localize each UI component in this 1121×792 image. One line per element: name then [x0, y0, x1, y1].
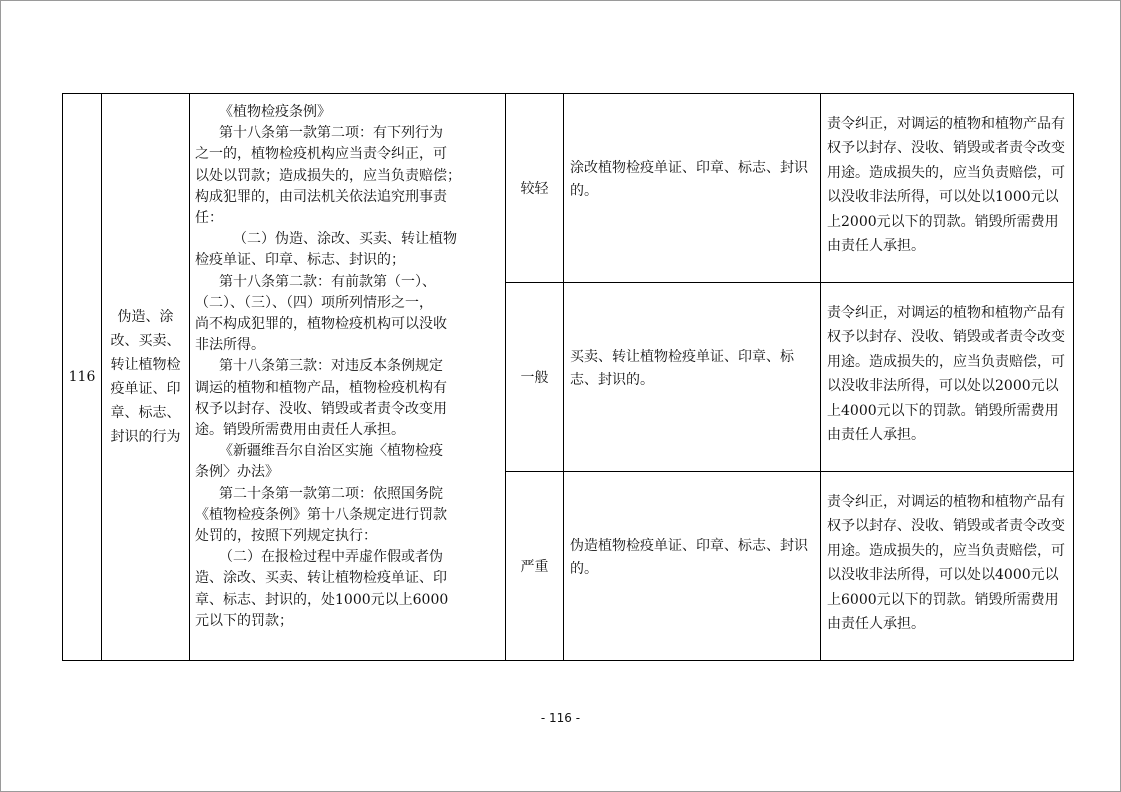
standard-text: 责令纠正，对调运的植物和植物产品有权予以封存、没收、销毁或者责令改变用途。造成损失的，应当负责赔偿，可以没收非法所得，可以处以1000元以上2000元以下的罚款。销毁所需费用由责任人承担。 — [827, 115, 1065, 254]
condition-text: 涂改植物检疫单证、印章、标志、封识的。 — [570, 160, 808, 199]
legal-basis-line: 章、标志、封识的，处1000元以上6000 — [195, 591, 449, 608]
level-cell: 一般 — [506, 283, 564, 472]
standard-text: 责令纠正，对调运的植物和植物产品有权予以封存、没收、销毁或者责令改变用途。造成损失的，应当负责赔偿，可以没收非法所得，可以处以2000元以上4000元以下的罚款。销毁所需费用由责任人承担。 — [827, 304, 1065, 443]
legal-basis-line: 检疫单证、印章、标志、封识的； — [195, 252, 405, 269]
legal-basis-line: 构成犯罪的，由司法机关依法追究刑事责 — [195, 188, 447, 205]
legal-basis-line: 之一的，植物检疫机构应当责令纠正，可 — [195, 146, 447, 163]
table-row — [63, 94, 1074, 283]
legal-basis-line: 第十八条第二款：有前款第（一）、 — [219, 273, 436, 290]
legal-basis-line: （二）、（三）、（四）项所列情形之一， — [195, 294, 433, 311]
legal-basis-line: （二）在报检过程中弄虚作假或者伪 — [219, 549, 443, 566]
condition-text: 买卖、转让植物检疫单证、印章、标志、封识的。 — [570, 349, 794, 388]
condition-cell — [564, 283, 821, 472]
legal-basis-text — [195, 102, 499, 632]
violation-name: 伪造、涂改、买卖、转让植物检疫单证、印章、标志、封识的行为 — [102, 94, 190, 661]
legal-basis-line: 《植物检疫条例》 — [219, 104, 331, 120]
legal-basis-line: 途。销毁所需费用由责任人承担。 — [195, 422, 405, 439]
legal-basis-line: 调运的植物和植物产品，植物检疫机构有 — [195, 379, 447, 396]
condition-text: 伪造植物检疫单证、印章、标志、封识的。 — [570, 538, 808, 577]
level-cell: 较轻 — [506, 94, 564, 283]
legal-basis-line: 元以下的罚款； — [195, 612, 293, 629]
standard-cell — [821, 283, 1074, 472]
page-number: - 116 - — [540, 711, 581, 725]
legal-basis-line: 任： — [195, 210, 223, 227]
standard-cell — [821, 472, 1074, 661]
legal-basis-line: 第十八条第一款第二项：有下列行为 — [219, 125, 443, 142]
condition-cell — [564, 472, 821, 661]
legal-basis-line: 第二十条第一款第二项：依照国务院 — [219, 485, 443, 502]
legal-basis-line: 尚不构成犯罪的，植物检疫机构可以没收 — [195, 316, 447, 333]
legal-basis-line: 造、涂改、买卖、转让植物检疫单证、印 — [195, 570, 447, 587]
legal-basis-line: 权予以封存、没收、销毁或者责令改变用 — [195, 400, 447, 417]
standard-cell — [821, 94, 1074, 283]
legal-basis-line: 条例〉办法》 — [195, 464, 279, 481]
condition-cell — [564, 94, 821, 283]
legal-basis-line: 处罚的，按照下列规定执行： — [195, 528, 377, 545]
level-cell: 严重 — [506, 472, 564, 661]
legal-basis-line: 以处以罚款；造成损失的，应当负责赔偿； — [195, 167, 461, 184]
legal-basis-line: 《新疆维吾尔自治区实施〈植物检疫 — [219, 443, 443, 460]
legal-basis-line: 非法所得。 — [195, 337, 265, 354]
penalty-table — [62, 93, 1074, 661]
item-number: 116 — [63, 94, 102, 661]
legal-basis-line: 第十八条第三款：对违反本条例规定 — [219, 358, 443, 375]
legal-basis-line: 《植物检疫条例》第十八条规定进行罚款 — [195, 506, 447, 523]
legal-basis — [190, 94, 506, 661]
standard-text: 责令纠正，对调运的植物和植物产品有权予以封存、没收、销毁或者责令改变用途。造成损失的，应当负责赔偿，可以没收非法所得，可以处以4000元以上6000元以下的罚款。销毁所需费用由责任人承担。 — [827, 493, 1065, 632]
legal-basis-line: （二）伪造、涂改、买卖、转让植物 — [233, 231, 457, 248]
